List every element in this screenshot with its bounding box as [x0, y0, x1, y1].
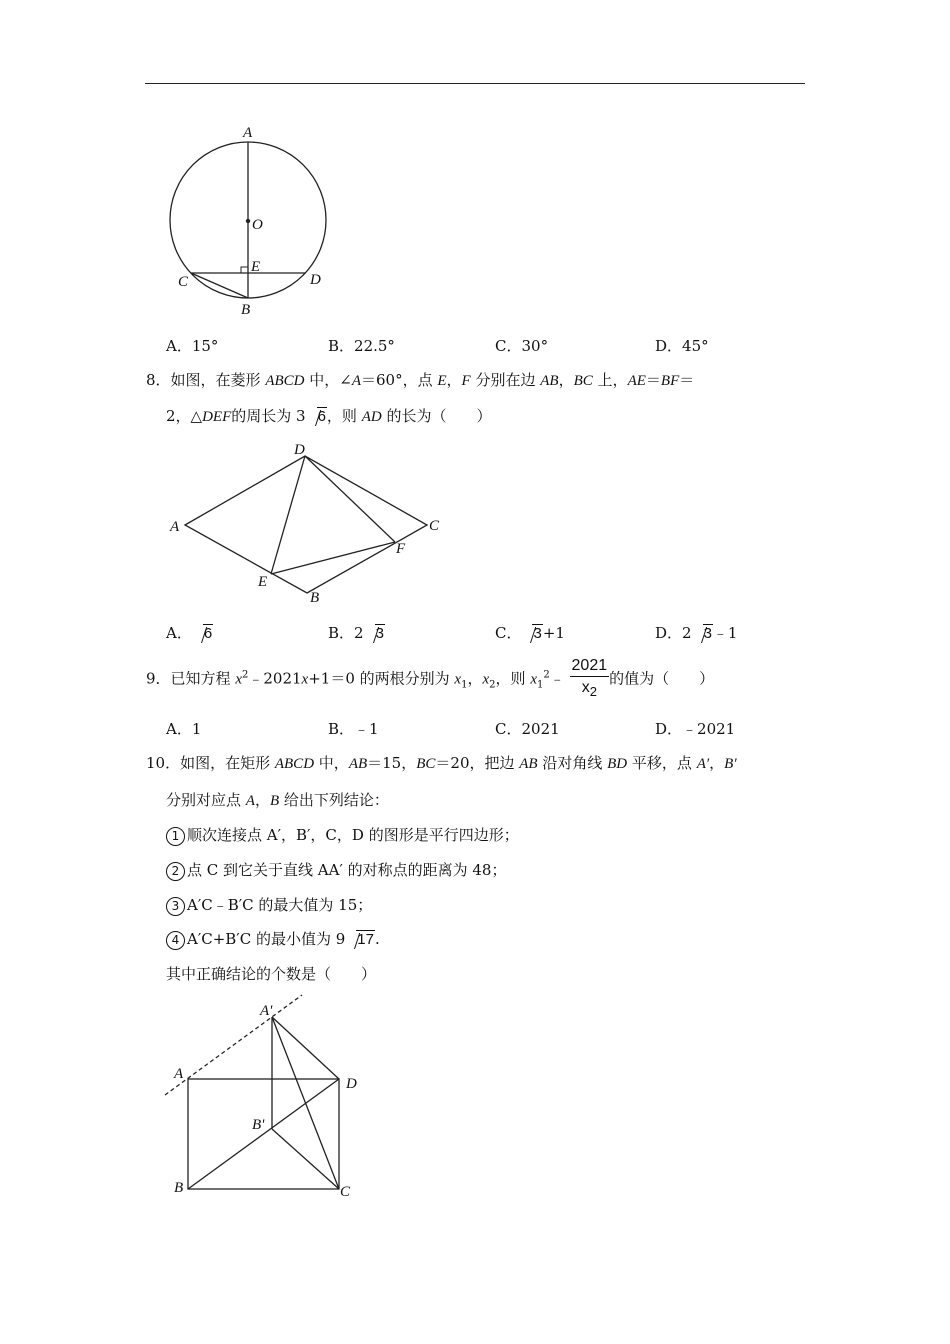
segment-de [271, 456, 305, 574]
header-rule [145, 83, 805, 84]
label-a: A [174, 1066, 184, 1082]
q7-option-b[interactable]: B．22.5° [328, 337, 395, 355]
label-c: C [429, 518, 440, 534]
segment-apc [272, 1017, 339, 1189]
sqrt-6: 6 [306, 407, 327, 427]
q10-conclusion-1: 1 顺次连接点 A′，B′，C，D 的图形是平行四边形； [166, 825, 519, 846]
label-e: E [251, 259, 261, 275]
q8-option-b[interactable]: B．2 3 [328, 624, 384, 642]
q8-option-a[interactable]: A． 6 [166, 624, 213, 642]
q8-option-d[interactable]: D．2 3﹣1 [655, 624, 738, 642]
label-b: B [310, 590, 320, 606]
q8-option-c[interactable]: C． 3+1 [495, 624, 565, 642]
center-point [246, 219, 250, 223]
q7-option-c[interactable]: C．30° [495, 337, 549, 355]
q10-conclusion-3: 3 A′C﹣B′C 的最大值为 15； [166, 895, 372, 916]
label-c: C [340, 1184, 351, 1200]
label-ap: A' [260, 1003, 273, 1019]
rectangle-figure [160, 995, 380, 1205]
label-bp: B' [252, 1117, 265, 1133]
q10-line-2: 分别对应点 A，B 给出下列结论： [166, 791, 389, 809]
circle-figure [160, 125, 350, 320]
q10-question: 其中正确结论的个数是（ ） [166, 965, 377, 983]
q7-option-d[interactable]: D．45° [655, 337, 709, 355]
segment-apd [272, 1017, 339, 1079]
label-a: A [243, 125, 253, 141]
q9-option-d[interactable]: D．﹣2021 [655, 720, 736, 738]
q10-line-1: 10．如图，在矩形 ABCD 中，AB＝15，BC＝20，把边 AB 沿对角线 BD 平移，点 A′，B′ [146, 754, 737, 772]
segment-ef [271, 542, 395, 574]
q10-conclusion-2: 2 点 C 到它关于直线 AA′ 的对称点的距离为 48； [166, 860, 506, 881]
label-d: D [310, 272, 321, 288]
label-d: D [346, 1076, 357, 1092]
q9-option-a[interactable]: A．1 [166, 720, 202, 738]
q8-line-1: 8．如图，在菱形 ABCD 中，∠A＝60°，点 E，F 分别在边 AB，BC 上，AE＝BF＝ [146, 371, 695, 389]
q8-line-2: 2，△DEF的周长为 3 6，则 AD 的长为（ ） [166, 407, 492, 425]
rhombus-abcd [185, 456, 427, 593]
fraction: $\frac{2021}{x_2}$ [571, 657, 608, 700]
q7-option-a[interactable]: A．15° [166, 337, 219, 355]
label-b: B [174, 1180, 184, 1196]
label-b: B [241, 302, 251, 318]
segment-bpc [272, 1129, 339, 1189]
label-f: F [396, 541, 406, 557]
right-angle-mark [241, 267, 248, 273]
label-a: A [170, 519, 180, 535]
q9-option-c[interactable]: C．2021 [495, 720, 560, 738]
label-c: C [178, 274, 189, 290]
label-d: D [294, 442, 305, 458]
segment-cb [191, 273, 248, 298]
rhombus-figure [165, 440, 455, 610]
dashed-line [165, 995, 302, 1095]
q9-text: 9．已知方程 $x^2﹣2021x+1=0$ 的两根分别为 $x_1$，$x_2$，则 $x_1^2﹣$ $\frac{2021}{x_2}$ 的值为（ ） [146, 656, 714, 703]
q9-option-b[interactable]: B．﹣1 [328, 720, 379, 738]
diagonal-bd [188, 1079, 339, 1189]
q10-conclusion-4: 4 A′C+B′C 的最小值为 9 17. [166, 929, 380, 950]
label-o: O [252, 217, 263, 233]
label-e: E [258, 574, 268, 590]
